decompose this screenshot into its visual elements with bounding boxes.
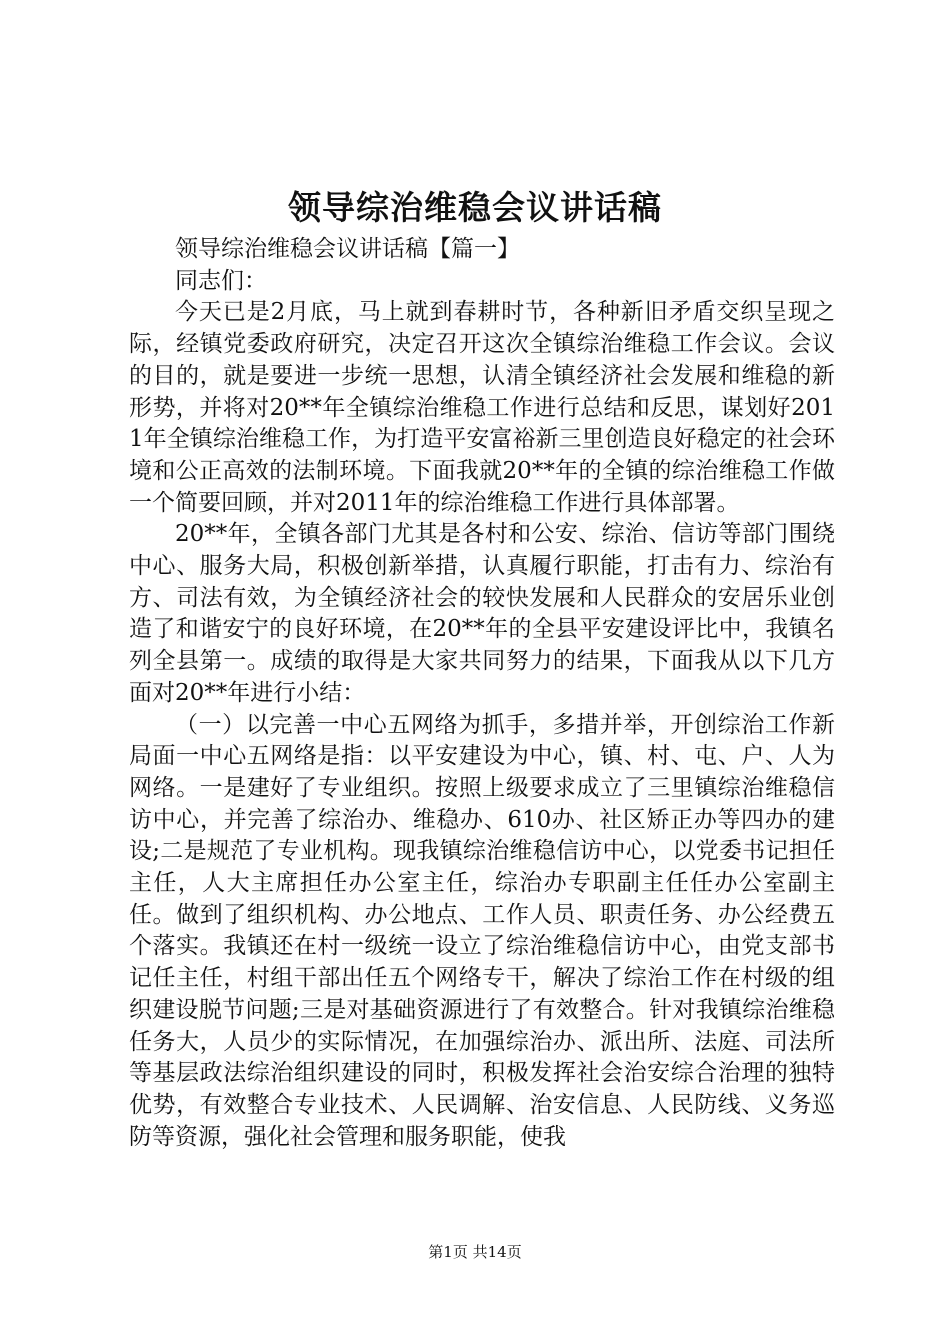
page-footer: 第1页 共14页 (428, 1243, 522, 1261)
paragraph: （一）以完善一中心五网络为抓手，多措并举，开创综治工作新局面一中心五网络是指：以平安建设为中心，镇、村、屯、户、人为网络。一是建好了专业组织。按照上级要求成立了三里镇综治维稳信访中心，并完善了综治办、维稳办、610办、社区矫正办等四办的建设;二是规范了专业机构。现我镇综治维稳信访中心，以党委书记担任主任，人大主席担任办公室主任，综治办专职副主任任办公室副主任。做到了组织机构、办公地点、工作人员、职责任务、办公经费五个落实。我镇还在村一级统一设立了综治维稳信访中心，由党支部书记任主任，村组干部出任五个网络专干，解决了综治工作在村级的组织建设脱节问题;三是对基础资源进行了有效整合。针对我镇综治维稳任务大，人员少的实际情况，在加强综治办、派出所、法庭、司法所等基层政法综治组织建设的同时，积极发挥社会治安综合治理的独特优势，有效整合专业技术、人民调解、治安信息、人民防线、义务巡防等资源，强化社会管理和服务职能，使我 (129, 711, 835, 1150)
paragraph: 20**年，全镇各部门尤其是各村和公安、综治、信访等部门围绕中心、服务大局，积极创新举措，认真履行职能，打击有力、综治有方、司法有效，为全镇经济社会的较快发展和人民群众的安居乐业创造了和谐安宁的良好环境，在20**年的全县平安建设评比中，我镇名列全县第一。成绩的取得是大家共同努力的结果，下面我从以下几方面对20**年进行小结： (129, 521, 835, 706)
document-title: 领导综治维稳会议讲话稿 (288, 188, 662, 227)
paragraph-salutation: 同志们： (175, 267, 267, 294)
document-body (129, 234, 835, 1153)
paragraph: 今天已是2月底，马上就到春耕时节，各种新旧矛盾交织呈现之际，经镇党委政府研究，决定召开这次全镇综治维稳工作会议。会议的目的，就是要进一步统一思想，认清全镇经济社会发展和维稳的新形势，并将对20**年全镇综治维稳工作进行总结和反思，谋划好2011年全镇综治维稳工作，为打造平安富裕新三里创造良好稳定的社会环境和公正高效的法制环境。下面我就20**年的全镇的综治维稳工作做一个简要回顾，并对2011年的综治维稳工作进行具体部署。 (129, 299, 835, 516)
paragraph-heading: 领导综治维稳会议讲话稿【篇一】 (175, 236, 520, 262)
